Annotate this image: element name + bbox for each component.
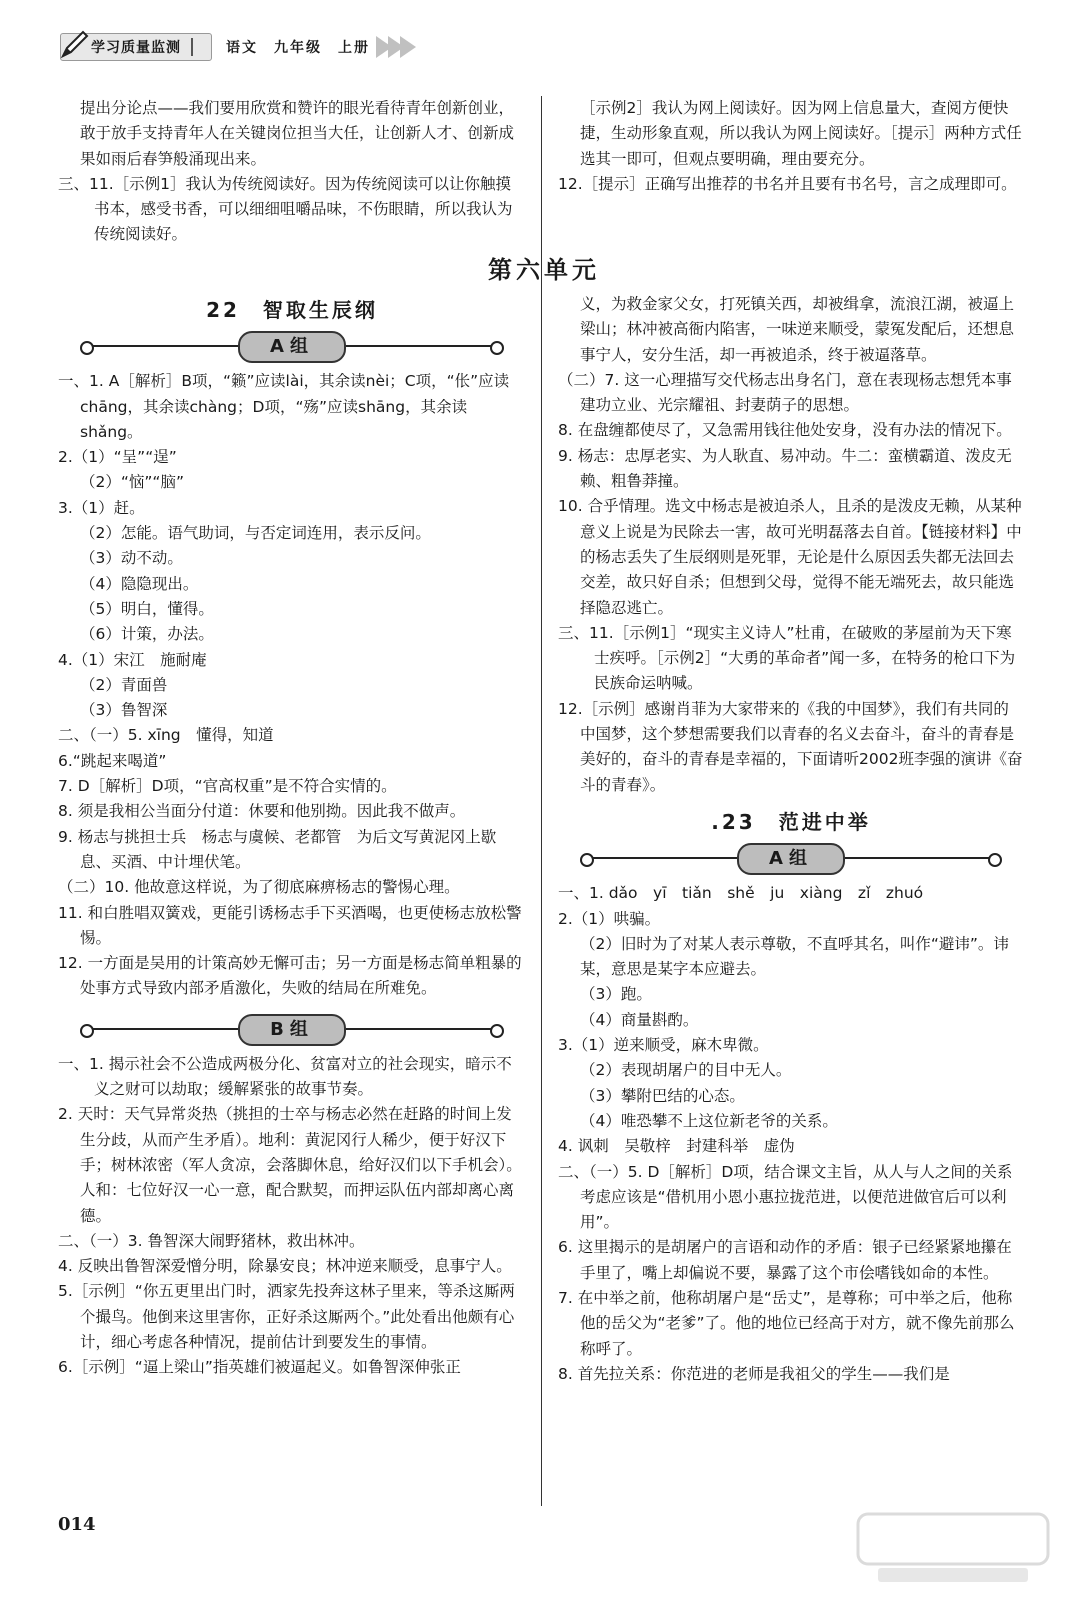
- answer-item: （4）隐隐现出。: [80, 574, 199, 593]
- answer-item: （2）怎能。语气助词，与否定词连用，表示反问。: [80, 524, 431, 543]
- answer-item: （2）旧时为了对某人表示尊敬，不直呼其名，叫作“避讳”。讳某，意思是某字本应避去。: [580, 934, 1009, 979]
- answer-item: （2）“恼”“脑”: [80, 473, 184, 492]
- page-header: [60, 32, 416, 62]
- answer-item: 一、1. dǎo yī tiǎn shě ju xiàng zǐ zhuó: [558, 884, 924, 903]
- answer-item: 6.“跳起来喝道”: [58, 751, 167, 770]
- lesson-22-block: [58, 288, 526, 1381]
- answer-item: 12. 一方面是吴用的计策高妙无懈可击；另一方面是杨志简单粗暴的处事方式导致内部矛盾激化，失败的结局在所难免。: [58, 954, 522, 998]
- answer-item: 12.［示例］感谢肖菲为大家带来的《我的中国梦》，我们有共同的中国梦，这个梦想需要我们以青春的名义去奋斗，奋斗的青春是美好的，奋斗的青春是幸福的，下面请听2002班李强的演讲《奋斗的青春》。: [558, 699, 1023, 794]
- pen-icon: [59, 28, 91, 60]
- group-b-banner: [58, 1012, 526, 1046]
- answer-item: 8. 须是我相公当面分付道：休要和他别拗。因此我不做声。: [58, 802, 466, 821]
- answer-item: 6.［示例］“逼上梁山”指英雄们被逼起义。如鲁智深伸张正: [58, 1358, 461, 1377]
- right-top-para: 12.［提示］正确写出推荐的书名并且要有书名号，言之成理即可。: [558, 174, 1017, 193]
- answer-item: 二、（一）5. xīng 懂得，知道: [58, 726, 274, 745]
- watermark-logo: [848, 1508, 1058, 1588]
- lesson-22-continued: [558, 292, 1024, 1387]
- lesson-22-title: 22 智取生辰纲: [206, 298, 378, 322]
- answer-item: 8. 在盘缠都使尽了，又急需用钱往他处安身，没有办法的情况下。: [558, 421, 1012, 440]
- answer-item: 4.（1）宋江 施耐庵: [58, 650, 207, 669]
- right-top-para: ［示例2］我认为网上阅读好。因为网上信息量大，查阅方便快捷，生动形象直观，所以我认为网上阅读好。［提示］两种方式任选其一即可，但观点要明确，理由要充分。: [580, 99, 1022, 168]
- header-title: 学习质量监测: [91, 40, 181, 56]
- answer-item: （3）攀附巴结的心态。: [580, 1086, 745, 1105]
- answer-item: 3.（1）赶。: [58, 498, 145, 517]
- answer-item: 7. 在中举之前，他称胡屠户是“岳丈”，是尊称；可中举之后，他称他的岳父为“老爹”了。他的地位已经高于对方，就不像先前那么称呼了。: [558, 1288, 1015, 1358]
- answer-item: 5.［示例］“你五更里出门时，洒家先投奔这林子里来，等杀这厮两个撮鸟。他倒来这里害你，正好杀这厮两个。”此处看出他颇有心计，细心考虑各种情况，提前估计到要发生的事情。: [58, 1282, 515, 1351]
- answer-item: （3）鲁智深: [80, 701, 168, 720]
- answer-item: 9. 杨志：忠厚老实、为人耿直、易冲动。牛二：蛮横霸道、泼皮无赖、粗鲁莽撞。: [558, 446, 1012, 491]
- page-number: 014: [58, 1514, 96, 1535]
- answer-item: 3.（1）逆来顺受，麻木卑微。: [558, 1036, 769, 1055]
- answer-item: 二、（一）3. 鲁智深大闹野猪林，救出林冲。: [58, 1231, 365, 1250]
- answer-item: 8. 首先拉关系：你范进的老师是我祖父的学生——我们是: [558, 1364, 950, 1383]
- left-top-para: 提出分论点——我们要用欣赏和赞许的眼光看待青年创新创业，敢于放手支持青年人在关键岗位担当大任，让创新人才、创新成果如雨后春笋般涌现出来。: [80, 99, 515, 168]
- group-a-banner: [58, 329, 526, 363]
- answer-item: 6. 这里揭示的是胡屠户的言语和动作的矛盾：银子已经紧紧地攥在手里了，嘴上却偏说不要，暴露了这个市侩嗜钱如命的本性。: [558, 1238, 1012, 1282]
- group-a-label-23: A组: [737, 843, 845, 875]
- answer-item: 2.（1）“呈”“逞”: [58, 448, 177, 467]
- answer-item: 9. 杨志与挑担士兵 杨志与虞候、老都管 为后文写黄泥冈上歇息、买酒、中计埋伏笔。: [58, 827, 497, 871]
- answer-item: 二、（一）5. D［解析］D项，结合课文主旨，从人与人之间的关系考虑应该是“借机用小恩小惠拉拢范进，以便范进做官后可以利用”。: [558, 1162, 1013, 1232]
- header-badge: [60, 33, 212, 61]
- answer-item: （5）明白，懂得。: [80, 599, 214, 618]
- answer-item: 一、1. A［解析］B项，“籁”应读lài，其余读nèi；C项，“伥”应读chāng，其余读chàng；D项，“殇”应读shāng，其余读shǎng。: [58, 372, 510, 441]
- answer-item: 4. 反映出鲁智深爱憎分明，除暴安良；林冲逆来顺受，息事宁人。: [58, 1257, 512, 1276]
- header-separator: [191, 38, 193, 56]
- answer-item: （4）唯恐攀不上这位新老爷的关系。: [580, 1111, 838, 1130]
- right-top-block: [558, 96, 1024, 197]
- header-arrows-icon: [380, 36, 416, 58]
- group-a-label: A组: [238, 331, 346, 363]
- answer-item: 2. 天时：天气异常炎热（挑担的士卒与杨志必然在赶路的时间上发生分歧，从而产生矛盾）。地利：黄泥冈行人稀少，便于好汉下手；树林浓密（军人贪凉，会落脚休息，给好汉们以下手机会）。人和：七位好汉一心一意，配合默契，而押运队伍内部却离心离德。: [58, 1105, 522, 1225]
- answer-item: （6）计策，办法。: [80, 625, 214, 644]
- answer-item: （二）7. 这一心理描写交代杨志出身名门，意在表现杨志想凭本事建功立业、光宗耀祖、封妻荫子的思想。: [558, 370, 1012, 415]
- answer-item: （3）动不动。: [80, 549, 183, 568]
- answer-item: （2）青面兽: [80, 675, 168, 694]
- answer-item: 三、11.［示例1］“现实主义诗人”杜甫，在破败的茅屋前为天下寒士疾呼。［示例2］“大勇的革命者”闻一多，在特务的枪口下为民族命运呐喊。: [558, 623, 1016, 693]
- answer-item: （3）跑。: [580, 985, 652, 1004]
- left-top-para: 三、11.［示例1］我认为传统阅读好。因为传统阅读可以让你触摸书本，感受书香，可以细细咀嚼品味，不伤眼睛，所以我认为传统阅读好。: [58, 174, 513, 244]
- header-subject: 语文 九年级 上册: [226, 40, 370, 56]
- answer-item: （2）表现胡屠户的目中无人。: [580, 1061, 792, 1080]
- answer-item: （4）商量斟酌。: [580, 1010, 699, 1029]
- answer-item: 4. 讽刺 吴敬梓 封建科举 虚伪: [558, 1137, 795, 1156]
- column-divider: [541, 96, 542, 1506]
- unit-title: 第六单元: [488, 256, 600, 284]
- answer-item: 7. D［解析］D项，“官高权重”是不符合实情的。: [58, 777, 397, 796]
- group-a-banner-23: [558, 841, 1024, 875]
- answer-item: （二）10. 他故意这样说，为了彻底麻痹杨志的警惕心理。: [58, 878, 460, 897]
- answer-item: 一、1. 揭示社会不公造成两极分化、贫富对立的社会现实，暗示不义之财可以劫取；缓解紧张的故事节奏。: [58, 1054, 512, 1099]
- lesson-23-title: .23 范进中举: [711, 809, 871, 834]
- answer-item: 2.（1）哄骗。: [558, 909, 661, 928]
- answer-item: 义，为救金家父女，打死镇关西，却被缉拿，流浪江湖，被逼上梁山；林冲被高衙内陷害，一味逆来顺受，蒙冤发配后，还想息事宁人，安分生活，却一再被追杀，终于被逼落草。: [580, 295, 1015, 364]
- answer-item: 10. 合乎情理。选文中杨志是被迫杀人，且杀的是泼皮无赖，从某种意义上说是为民除去一害，故可光明磊落去自首。【链接材料】中的杨志丢失了生辰纲则是死罪，无论是什么原因丢失都无法回去交差，故只好自杀；但想到父母，觉得不能无端死去，故只能选择隐忍逃亡。: [558, 497, 1022, 617]
- answer-item: 11. 和白胜唱双簧戏，更能引诱杨志手下买酒喝，也更使杨志放松警惕。: [58, 903, 522, 947]
- left-top-block: [58, 96, 526, 248]
- group-b-label: B组: [238, 1014, 346, 1046]
